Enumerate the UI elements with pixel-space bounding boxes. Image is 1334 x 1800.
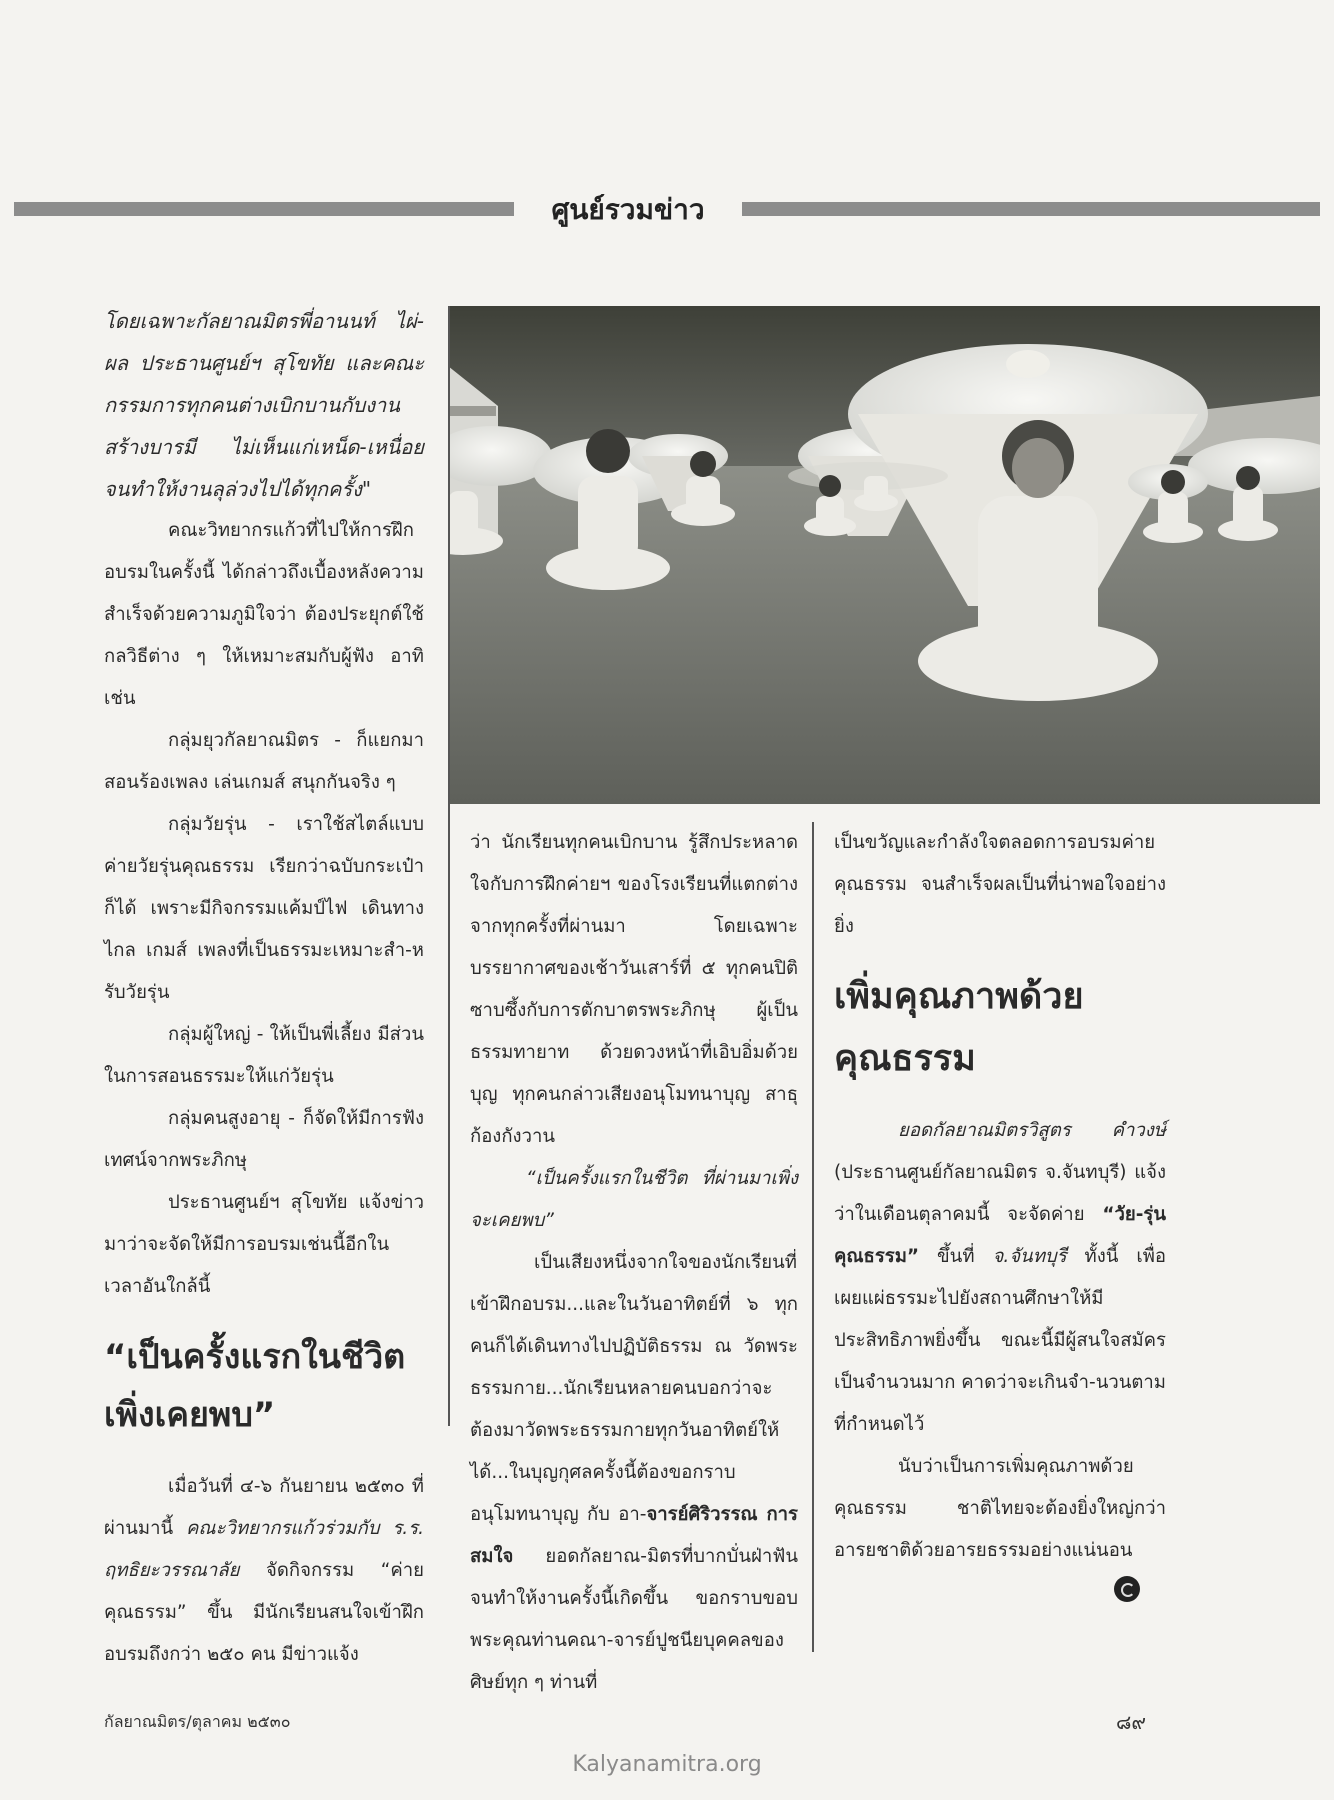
paragraph: นับว่าเป็นการเพิ่มคุณภาพด้วยคุณธรรม ชาติไทยจะต้องยิ่งใหญ่กว่าอารยชาติด้วยอารยธรรมอย่างแน่นอน [834,1456,1166,1561]
paragraph [104,1466,424,1676]
column-left [104,300,424,1676]
text-span: เมื่อวันที่ ๔-๖ กันยายน ๒๕๓๐ ที่ผ่านมานี้ [104,1476,424,1539]
subheading: “เป็นครั้งแรกในชีวิต เพิ่งเคยพบ” [104,1337,406,1435]
column-rule [812,822,814,1652]
paragraph: กลุ่มคนสูงอายุ - ก็จัดให้มีการฟังเทศน์จากพระภิกษุ [104,1108,424,1171]
text-span: ขึ้นที่ [919,1246,993,1267]
text-span: จัดกิจกรรม “ค่ายคุณธรรม” ขึ้น มีนักเรียนสนใจเข้าฝึกอบรมถึงกว่า ๒๕๐ คน มีข่าวแจ้ง [104,1560,424,1665]
bold-span: “วัย-รุ่นคุณธรรม” [834,1204,1166,1267]
text-span: เป็นเสียงหนึ่งจากใจของนักเรียนที่เข้าฝึกอบรม...และในวันอาทิตย์ที่ ๖ ทุกคนก็ได้เดินทางไปปฏิบัติธรรม ณ วัดพระธรรมกาย...นักเรียนหลายคนบอกว่าจะต้องมาวัดพระธรรมกายทุกวันอาทิตย์ให้ได้...ในบุญกุศลครั้งนี้ต้องขอกราบอนุโมทนาบุญ กับ อา- [470,1252,798,1525]
text-span: ทั้งนี้ เพื่อเผยแผ่ธรรมะไปยังสถานศึกษาให้มีประสิทธิภาพยิ่งขึ้น ขณะนี้มีผู้สนใจสมัครเป็นจำนวนมาก คาดว่าจะเกินจำ-นวนตามที่กำหนดไว้ [834,1246,1167,1435]
paragraph: ประธานศูนย์ฯ สุโขทัย แจ้งข่าวมาว่าจะจัดให้มีการอบรมเช่นนี้อีกในเวลาอันใกล้นี้ [104,1192,424,1297]
bold-span: จารย์ศิริวรรณ การสมใจ [470,1504,798,1567]
header-rule-right [742,202,1320,216]
italic-span: จ.จันทบุรี [992,1246,1067,1267]
paragraph: กลุ่มผู้ใหญ่ - ให้เป็นพี่เลี้ยง มีส่วนในการสอนธรรมะให้แก่วัยรุ่น [104,1024,424,1087]
paragraph: เป็นขวัญและกำลังใจตลอดการอบรมค่ายคุณธรรม จนสำเร็จผลเป็นที่น่าพอใจอย่างยิ่ง [834,832,1166,937]
lead-quote: โดยเฉพาะกัลยาณมิตรพี่อานนท์ ไผ่-ผล ประธานศูนย์ฯ สุโขทัย และคณะกรรมการทุกคนต่างเบิกบานกับงานสร้างบารมี ไม่เห็นแก่เหน็ด-เหนื่อย จนทำให้งานลุล่วงไปได้ทุกครั้ง" [104,309,424,501]
column-middle [470,822,798,1704]
photo-illustration [448,306,1320,804]
paragraph [470,1242,798,1704]
column-right [834,822,1166,1572]
paragraph: ว่า นักเรียนทุกคนเบิกบาน รู้สึกประหลาดใจกับการฝึกค่ายฯ ของโรงเรียนที่แตกต่างจากทุกครั้งที่ผ่านมา โดยเฉพาะบรรยากาศของเช้าวันเสาร์ที่ ๕ ทุกคนปิติซาบซึ้งกับการตักบาตรพระภิกษุ ผู้เป็นธรรมทายาท ด้วยดวงหน้าที่เอิบอิ่มด้วยบุญ ทุกคนกล่าวเสียงอนุโมทนาบุญ สาธุก้องกังวาน [470,832,798,1147]
paragraph: กลุ่มยุวกัลยาณมิตร - ก็แยกมาสอนร้องเพลง เล่นเกมส์ สนุกกันจริง ๆ [104,730,424,793]
watermark: Kalyanamitra.org [572,1752,762,1777]
subheading: เพิ่มคุณภาพด้วยคุณธรรม [834,976,1084,1079]
italic-span: คณะวิทยากรแก้วร่วมกับ ร.ร. ฤทธิยะวรรณาลัย [104,1518,424,1581]
end-of-article-icon [1114,1576,1140,1602]
page-number: ๘๙ [1116,1710,1147,1734]
section-title: ศูนย์รวมข่าว [551,193,705,226]
header-rule-left [14,202,514,216]
paragraph: กลุ่มวัยรุ่น - เราใช้สไตล์แบบค่ายวัยรุ่นคุณธรรม เรียกว่าฉบับกระเป๋าก็ได้ เพราะมีกิจกรรมแค้มป์ไฟ เดินทางไกล เกมส์ เพลงที่เป็นธรรมะเหมาะสำ-หรับวัยรุ่น [104,814,424,1003]
column-rule [448,306,450,1426]
text-span: (ประธานศูนย์กัลยาณมิตร จ.จันทบุรี) แจ้งว่าในเดือนตุลาคมนี้ จะจัดค่าย [834,1162,1166,1225]
pull-quote: “เป็นครั้งแรกในชีวิต ที่ผ่านมาเพิ่งจะเคยพบ” [470,1168,798,1231]
italic-span: ยอดกัลยาณมิตรวิสูตร คำวงษ์ [898,1120,1166,1141]
paragraph: คณะวิทยากรแก้วที่ไปให้การฝึกอบรมในครั้งนี้ ได้กล่าวถึงเบื้องหลังความสำเร็จด้วยความภูมิใจว่า ต้องประยุกต์ใช้กลวิธีต่าง ๆ ให้เหมาะสมกับผู้ฟัง อาทิเช่น [104,520,424,709]
footer-publication: กัลยาณมิตร/ตุลาคม ๒๕๓๐ [104,1712,291,1731]
paragraph [834,1110,1166,1446]
meditation-photo [448,306,1320,804]
text-span: ยอดกัลยาณ-มิตรที่บากบั่นฝ่าฟัน จนทำให้งานครั้งนี้เกิดขึ้น ขอกราบขอบพระคุณท่านคณา-จารย์ปูชนียบุคคลของศิษย์ทุก ๆ ท่านที่ [470,1546,798,1693]
